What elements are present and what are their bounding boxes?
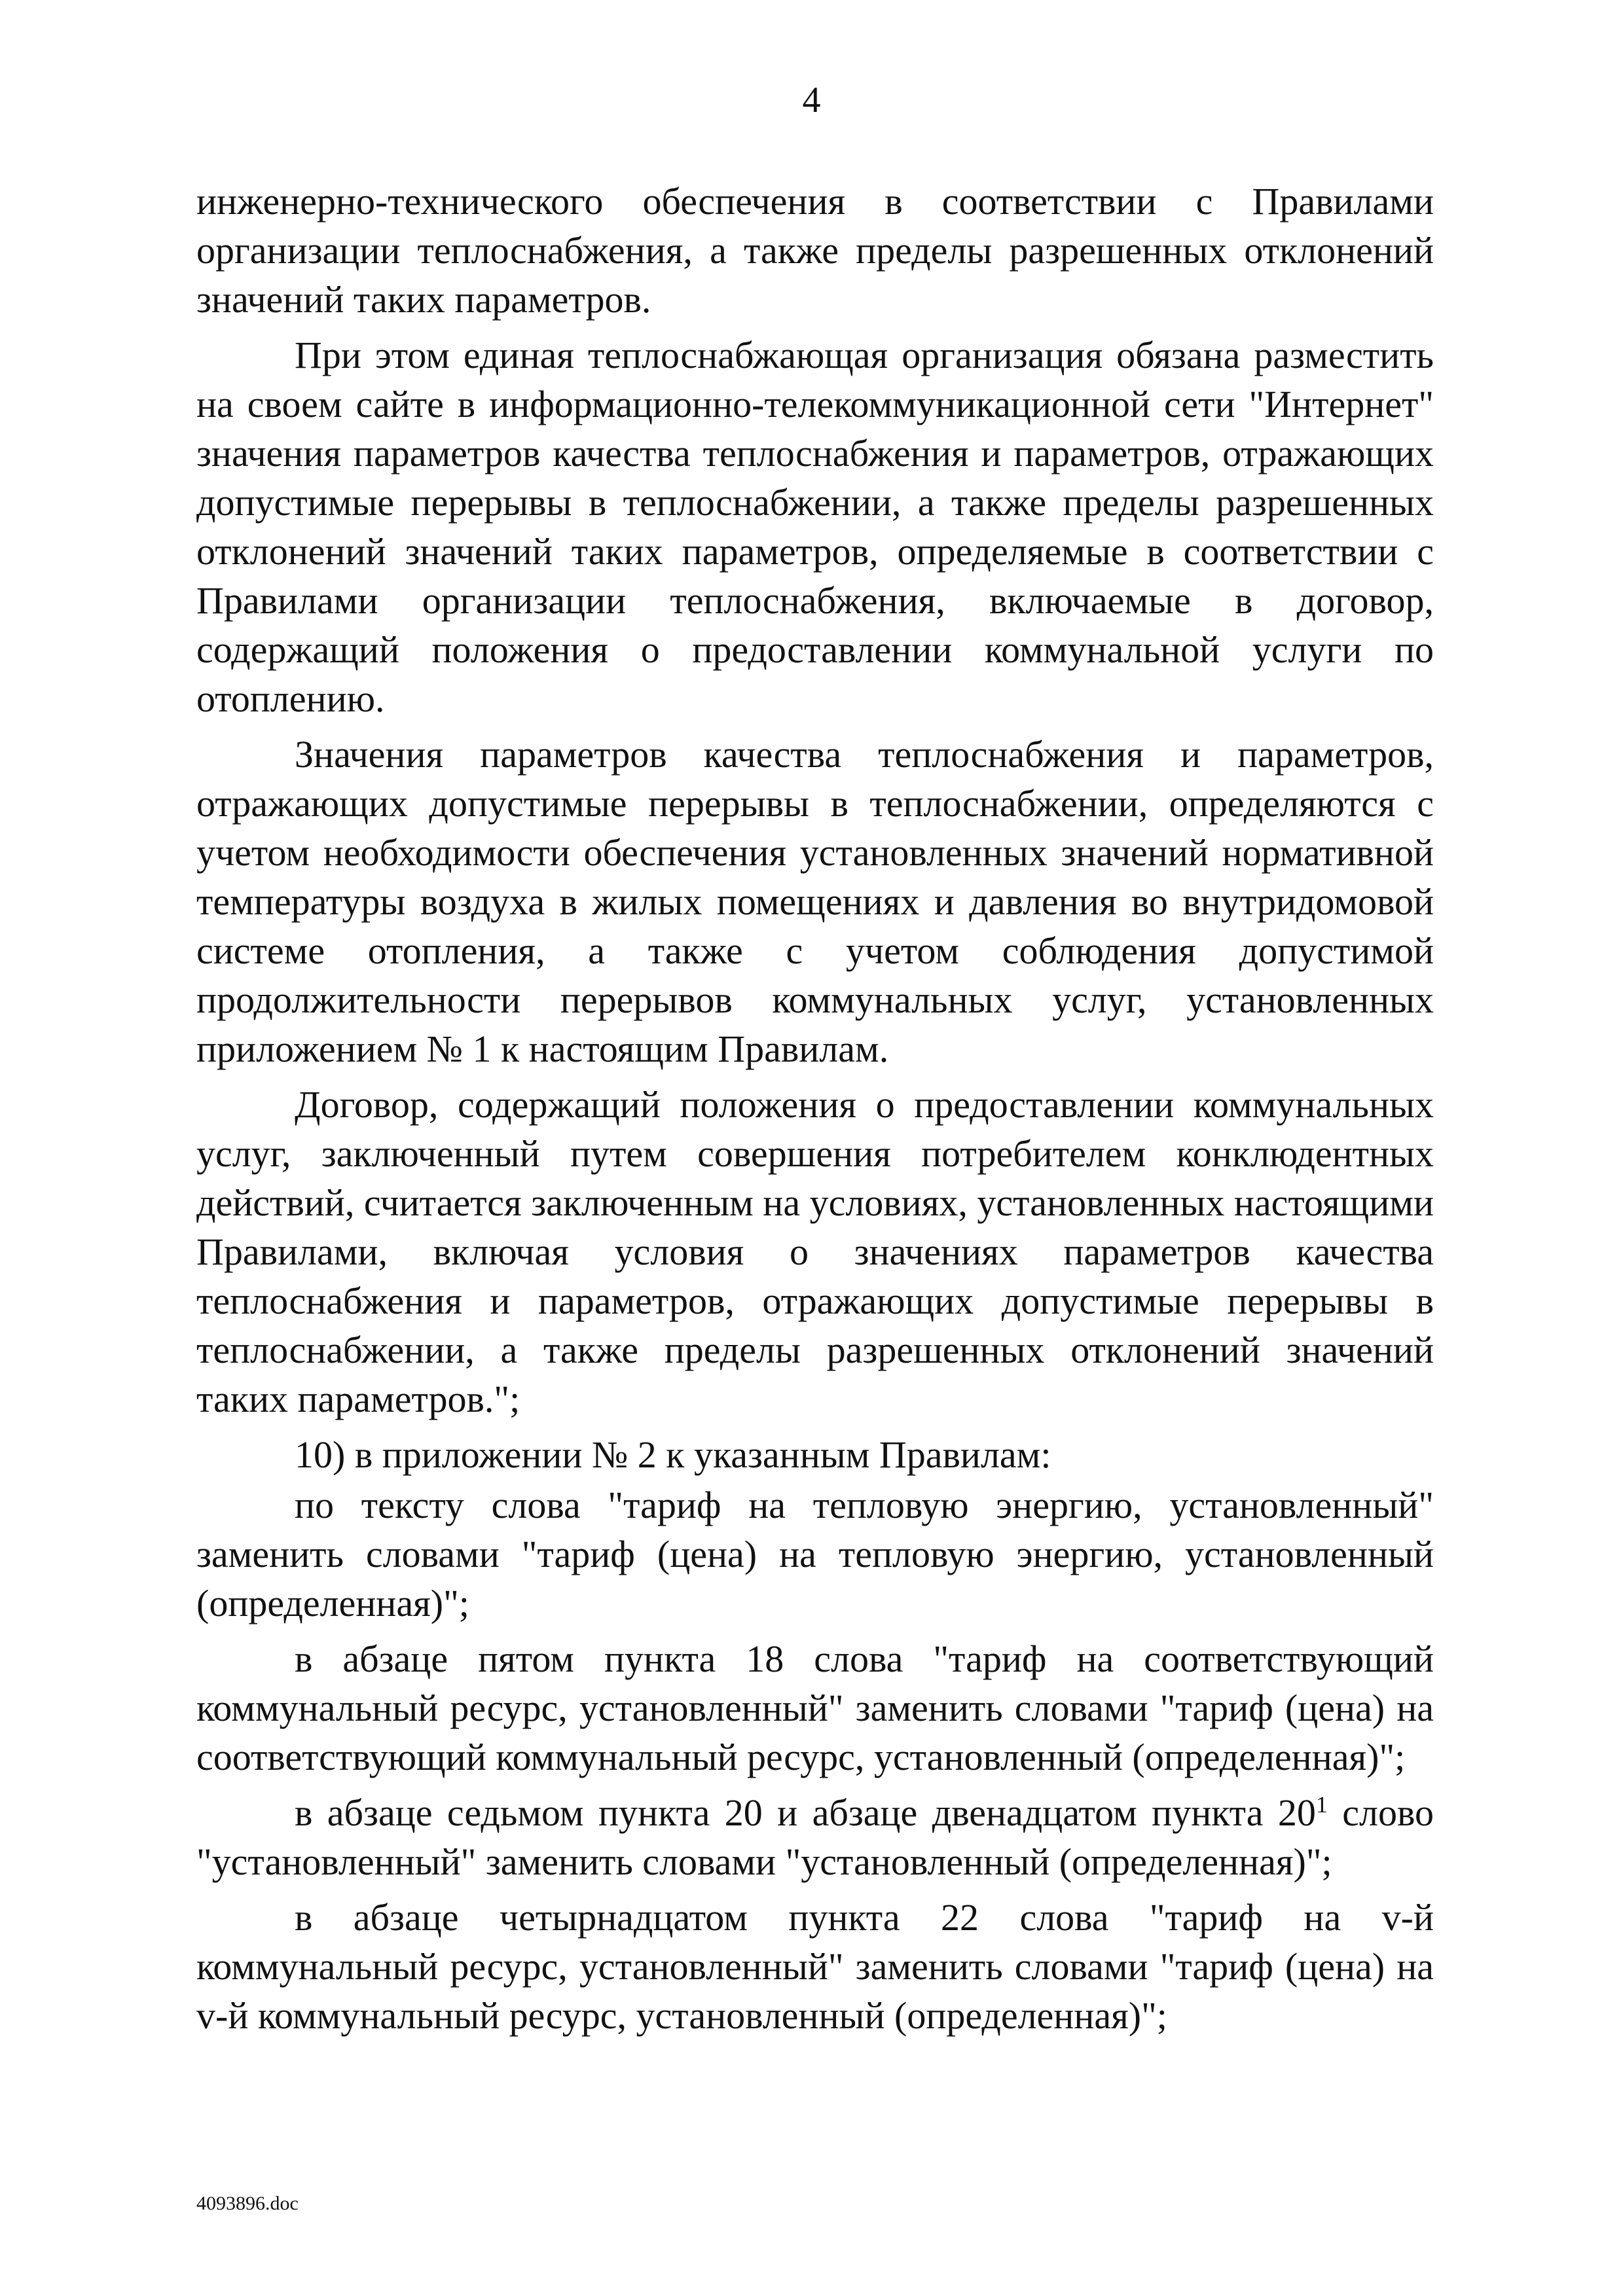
- page-number: 4: [802, 80, 821, 120]
- superscript-marker: 1: [1315, 1791, 1328, 1818]
- footer-file-code: 4093896.doc: [196, 2193, 299, 2214]
- paragraph-8-text: в абзаце седьмом пункта 20 и абзаце двенадцатом пункта 20: [295, 1791, 1316, 1834]
- paragraph-4: Договор, содержащий положения о предоставлении коммунальных услуг, заключенный путем совершения потребителем конклюдентных действий, считается заключенным на условиях, установленных настоящими Правилами, включая условия о значениях параметров качества теплоснабжения и параметров, отражающих допустимые перерывы в теплоснабжении, а также пределы разрешенных отклонений значений таких параметров.";: [196, 1083, 1434, 1420]
- paragraph-9: в абзаце четырнадцатом пункта 22 слова "тариф на v-й коммунальный ресурс, установленный" заменить словами "тариф (цена) на v-й коммунальный ресурс, установленный (определенная)";: [196, 1896, 1434, 2037]
- paragraph-8: [196, 1788, 1434, 1886]
- paragraph-6: по тексту слова "тариф на тепловую энергию, установленный" заменить словами "тариф (цена) на тепловую энергию, установленный (определенная)";: [196, 1484, 1434, 1624]
- paragraph-7: в абзаце пятом пункта 18 слова "тариф на соответствующий коммунальный ресурс, установленный" заменить словами "тариф (цена) на соответствующий коммунальный ресурс, установленный (определенная)";: [196, 1638, 1434, 1778]
- document-body: [196, 177, 1434, 2040]
- paragraph-1: инженерно-технического обеспечения в соответствии с Правилами организации теплоснабжения, а также пределы разрешенных отклонений значений таких параметров.: [196, 180, 1434, 321]
- paragraph-3: Значения параметров качества теплоснабжения и параметров, отражающих допустимые перерывы в теплоснабжении, определяются с учетом необходимости обеспечения установленных значений нормативной температуры воздуха в жилых помещениях и давления во внутридомовой системе отопления, а также с учетом соблюдения допустимой продолжительности перерывов коммунальных услуг, установленных приложением № 1 к настоящим Правилам.: [196, 733, 1434, 1070]
- paragraph-2: При этом единая теплоснабжающая организация обязана разместить на своем сайте в информационно-телекоммуникационной сети "Интернет" значения параметров качества теплоснабжения и параметров, отражающих допустимые перерывы в теплоснабжении, а также пределы разрешенных отклонений значений таких параметров, определяемые в соответствии с Правилами организации теплоснабжения, включаемые в договор, содержащий положения о предоставлении коммунальной услуги по отоплению.: [196, 334, 1434, 720]
- paragraph-5: 10) в приложении № 2 к указанным Правилам:: [295, 1433, 1051, 1476]
- paragraph-8-continuation: "установленный" заменить словами "установленный (определенная)";: [196, 1840, 1332, 1883]
- paragraph-8-tail: слово: [1327, 1791, 1434, 1834]
